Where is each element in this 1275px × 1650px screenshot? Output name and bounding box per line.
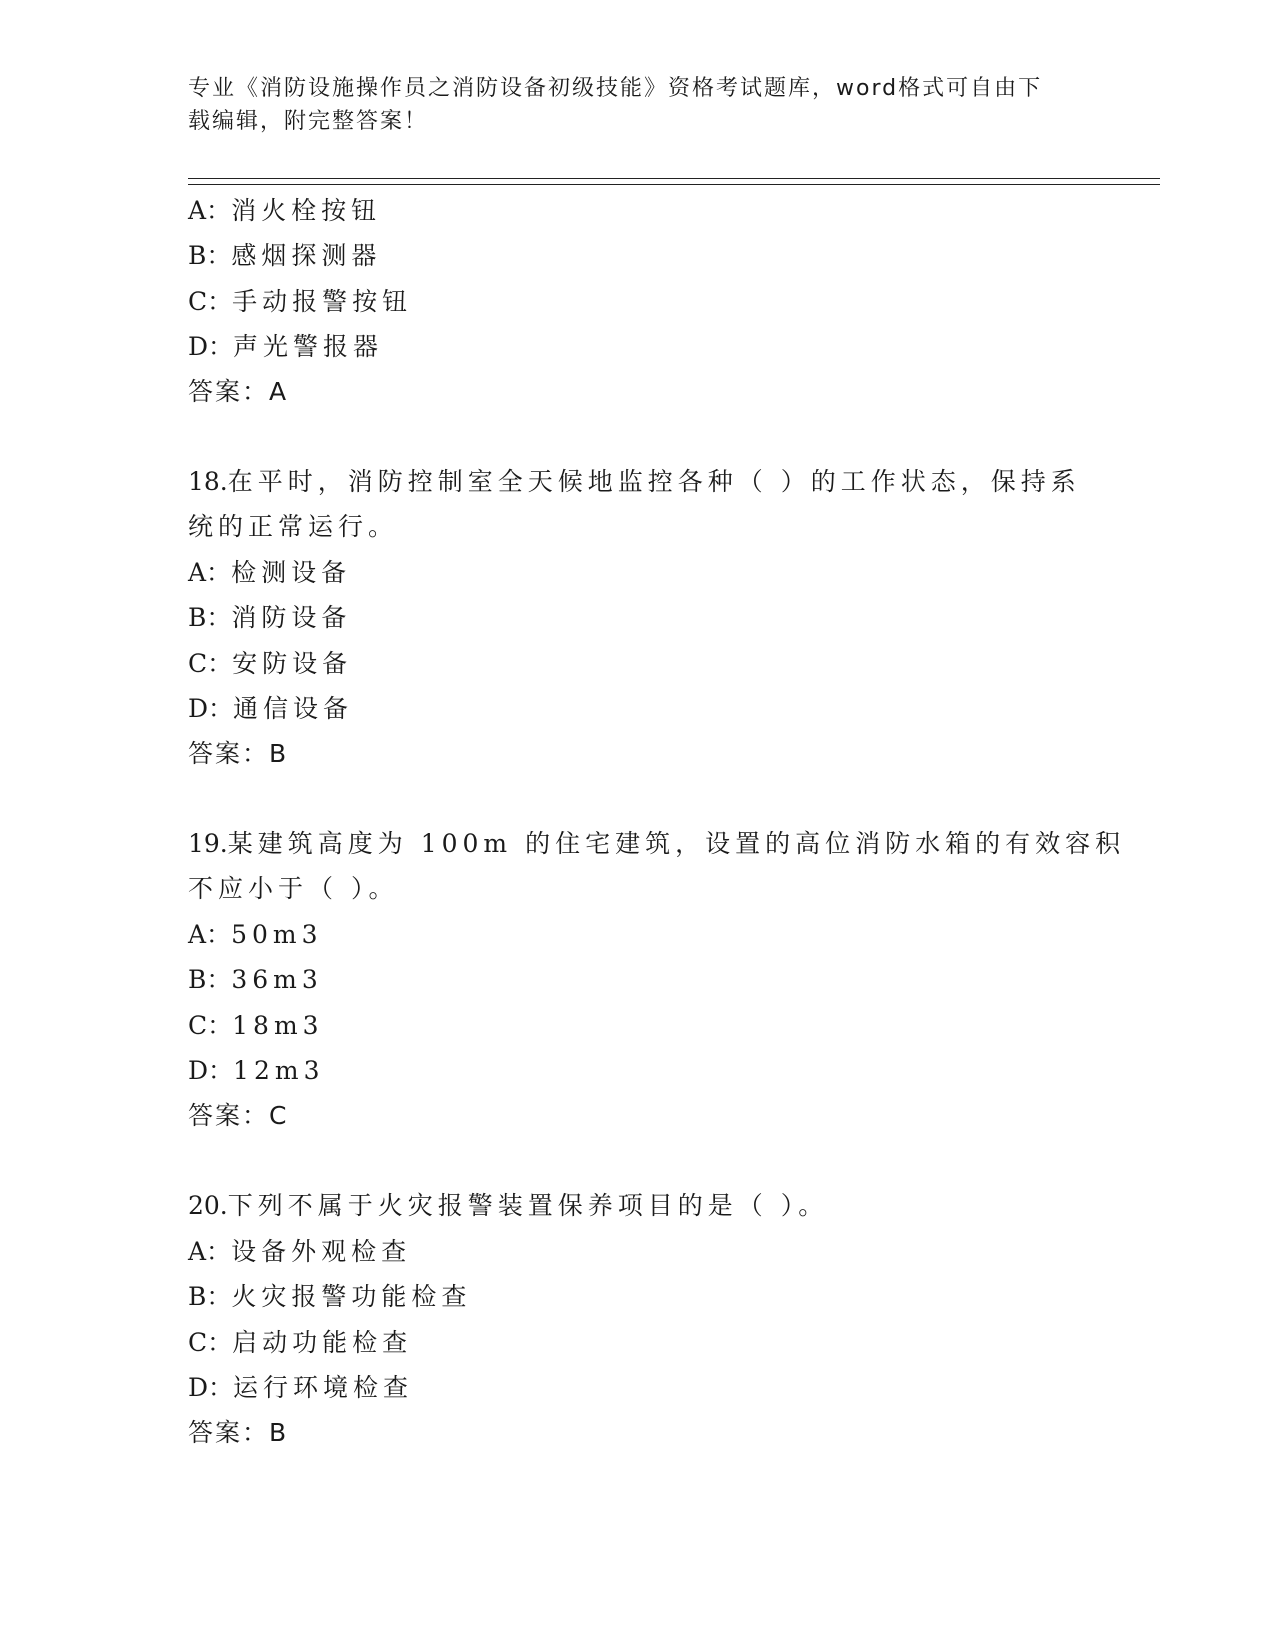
option-text: 18m3 <box>232 1011 324 1040</box>
option-key: D： <box>188 332 234 361</box>
option-key: B： <box>188 603 232 632</box>
q17-option-d <box>188 332 383 362</box>
q17-option-b <box>188 241 381 271</box>
option-text: 火灾报警功能检查 <box>231 1282 472 1311</box>
header-line-2: 载编辑，附完整答案！ <box>188 109 429 134</box>
option-key: D： <box>188 1373 234 1402</box>
option-key: B： <box>188 1282 232 1311</box>
option-key: B： <box>188 241 232 270</box>
option-text: 36m3 <box>231 965 323 994</box>
q20-stem-line-1 <box>188 1191 828 1221</box>
question-stem: 某建筑高度为 100m 的住宅建筑，设置的高位消防水箱的有效容积 <box>227 829 1126 858</box>
q19-option-b <box>188 965 323 995</box>
option-key: A： <box>188 196 232 225</box>
question-stem: 在平时，消防控制室全天候地监控各种（ ）的工作状态，保持系 <box>227 467 1081 496</box>
q20-option-a <box>188 1237 411 1267</box>
option-key: A： <box>188 558 232 587</box>
q20-option-c <box>188 1328 412 1358</box>
option-text: 50m3 <box>231 920 323 949</box>
q20-option-d <box>188 1373 413 1403</box>
option-key: D： <box>188 1056 234 1085</box>
question-number: 19. <box>188 829 228 858</box>
option-text: 12m3 <box>233 1056 325 1085</box>
q17-answer: 答案：A <box>188 377 289 406</box>
q17-option-c <box>188 287 412 317</box>
option-text: 消防设备 <box>231 603 352 632</box>
q18-option-b <box>188 603 351 633</box>
option-text: 启动功能检查 <box>232 1328 413 1357</box>
option-key: A： <box>188 1237 232 1266</box>
option-text: 通信设备 <box>233 694 354 723</box>
option-text: 安防设备 <box>232 649 353 678</box>
header-line-1: 专业《消防设施操作员之消防设备初级技能》资格考试题库，word格式可自由下 <box>188 76 1043 101</box>
option-text: 感烟探测器 <box>231 241 382 270</box>
option-key: C： <box>188 1328 233 1357</box>
q19-answer: 答案：C <box>188 1101 289 1130</box>
option-key: B： <box>188 965 232 994</box>
question-stem: 下列不属于火灾报警装置保养项目的是（ ）。 <box>227 1191 829 1220</box>
question-number: 18. <box>188 467 228 496</box>
q19-option-c <box>188 1011 324 1041</box>
option-text: 检测设备 <box>231 558 352 587</box>
q19-stem-line-2: 不应小于（ ）。 <box>188 874 399 903</box>
option-key: A： <box>188 920 232 949</box>
q19-option-d <box>188 1056 324 1086</box>
option-text: 声光警报器 <box>233 332 384 361</box>
q20-option-b <box>188 1282 471 1312</box>
q19-stem-line-1 <box>188 829 1125 859</box>
option-key: C： <box>188 1011 233 1040</box>
q20-answer: 答案：B <box>188 1418 289 1447</box>
option-key: C： <box>188 287 233 316</box>
q18-option-d <box>188 694 353 724</box>
option-key: C： <box>188 649 233 678</box>
option-key: D： <box>188 694 234 723</box>
question-number: 20. <box>188 1191 228 1220</box>
q18-stem-line-1 <box>188 467 1081 497</box>
option-text: 消火栓按钮 <box>231 196 382 225</box>
document-header <box>188 72 1068 138</box>
option-text: 运行环境检查 <box>233 1373 414 1402</box>
header-divider-top <box>188 178 1160 179</box>
q18-option-a <box>188 558 351 588</box>
header-divider-bottom <box>188 184 1160 185</box>
q18-answer: 答案：B <box>188 739 289 768</box>
q18-stem-line-2: 统的正常运行。 <box>188 512 399 541</box>
q19-option-a <box>188 920 323 950</box>
option-text: 设备外观检查 <box>231 1237 412 1266</box>
option-text: 手动报警按钮 <box>232 287 413 316</box>
q18-option-c <box>188 649 352 679</box>
q17-option-a <box>188 196 381 226</box>
